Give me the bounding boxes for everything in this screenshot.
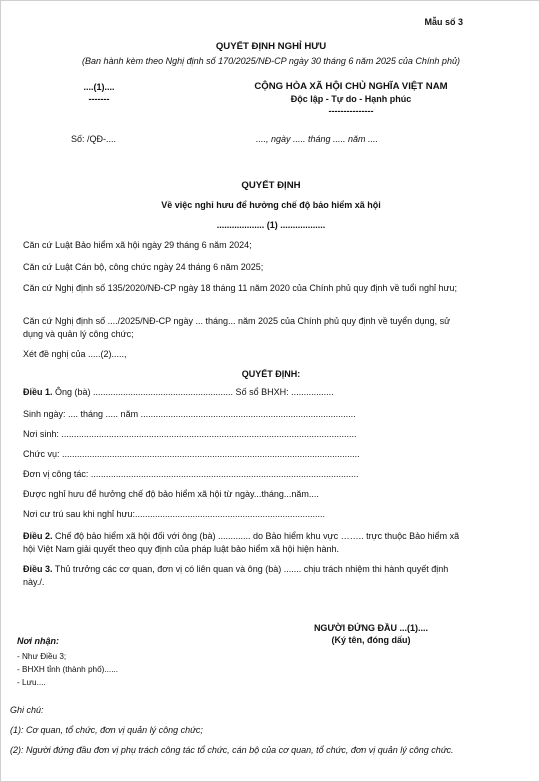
decision-title: QUYẾT ĐỊNH [241, 180, 301, 191]
article-3 [23, 563, 468, 588]
recipient-item: - BHXH tỉnh (thành phố)...... [17, 665, 119, 674]
legal-basis: Căn cứ Luật Bảo hiểm xã hội ngày 29 tháng 6 năm 2024; [23, 240, 252, 250]
decision-subject: Về việc nghỉ hưu để hưởng chế độ bảo hiểm xã hội [161, 200, 381, 210]
national-motto: Độc lập - Tự do - Hạnh phúc [290, 94, 412, 104]
document-title: QUYẾT ĐỊNH NGHỈ HƯU [215, 41, 327, 52]
note-item: (2): Người đứng đầu đơn vị phụ trách công tác tổ chức, cán bộ của cơ quan, tổ chức, đơn vị quản lý công chức. [10, 745, 454, 755]
article-2 [23, 530, 468, 555]
article-2-label: Điều 2. [23, 531, 53, 541]
legal-basis: Xét đề nghị của .....(2)....., [23, 349, 127, 359]
article-1-name: Ông (bà) ........................................................ Số sổ BHXH: ................. [52, 387, 334, 397]
article-3-text: Thủ trưởng các cơ quan, đơn vị có liên quan và ông (bà) ....... chịu trách nhiệm thi hành quyết định này./. [23, 564, 449, 587]
signer-title: NGƯỜI ĐỨNG ĐẦU ...(1).... [313, 623, 429, 633]
recipients-heading: Nơi nhận: [17, 636, 60, 646]
article-3-label: Điều 3. [23, 564, 53, 574]
signer-note: (Ký tên, đóng dấu) [331, 635, 411, 645]
article-1-workplace: Đơn vị công tác: ........................................................................................................... [23, 469, 359, 479]
document-number: Số: /QĐ-.... [71, 134, 117, 144]
article-1-position: Chức vụ: ....................................................................................................................... [23, 449, 360, 459]
legal-basis: Căn cứ Nghị định số ..../2025/NĐ-CP ngày ... tháng... năm 2025 của Chính phủ quy định về tuyển dụng, sử dụng và quản lý công chức; [23, 316, 451, 339]
decision-authority: ................... (1) .................. [216, 220, 326, 230]
national-divider: --------------- [328, 106, 374, 116]
agency-divider: ------- [88, 94, 110, 104]
article-2-text: Chế độ bảo hiểm xã hội đối với ông (bà) ............. do Bảo hiểm khu vực …….. trực thuộc Bảo hiểm xã hội Việt Nam giải quyết theo quy định của pháp luật bảo hiểm xã hội hiện hành. [23, 531, 460, 554]
issued-by-note: (Ban hành kèm theo Nghị định số 170/2025/NĐ-CP ngày 30 tháng 6 năm 2025 của Chính phủ) [82, 56, 460, 66]
article-1-label: Điều 1. [23, 387, 53, 397]
article-1-pob: Nơi sinh: ...................................................................................................................... [23, 429, 357, 439]
legal-basis: Căn cứ Nghị định số 135/2020/NĐ-CP ngày 18 tháng 11 năm 2020 của Chính phủ quy định về tuổi nghỉ hưu; [23, 283, 458, 293]
article-1-retire-date: Được nghỉ hưu để hưởng chế độ bảo hiểm xã hội từ ngày...tháng...năm.... [23, 489, 319, 499]
article-1-line [23, 387, 334, 397]
form-number: Mẫu số 3 [424, 17, 463, 27]
recipient-item: - Như Điều 3; [17, 652, 67, 661]
article-1-residence: Nơi cư trú sau khi nghỉ hưu:............................................................................ [23, 509, 326, 519]
note-item: (1): Cơ quan, tổ chức, đơn vị quản lý công chức; [10, 725, 203, 735]
notes-heading: Ghi chú: [10, 705, 44, 715]
recipient-item: - Lưu.... [17, 678, 46, 687]
article-1-dob: Sinh ngày: .... tháng ..... năm ...................................................................................... [23, 409, 356, 419]
agency-name: ....(1).... [83, 82, 115, 92]
national-title: CỘNG HÒA XÃ HỘI CHỦ NGHĨA VIỆT NAM [254, 81, 448, 92]
document-date: ...., ngày ..... tháng ..... năm .... [256, 134, 379, 144]
legal-basis: Căn cứ Luật Cán bộ, công chức ngày 24 tháng 6 năm 2025; [23, 262, 264, 272]
decide-heading: QUYẾT ĐỊNH: [241, 369, 301, 379]
